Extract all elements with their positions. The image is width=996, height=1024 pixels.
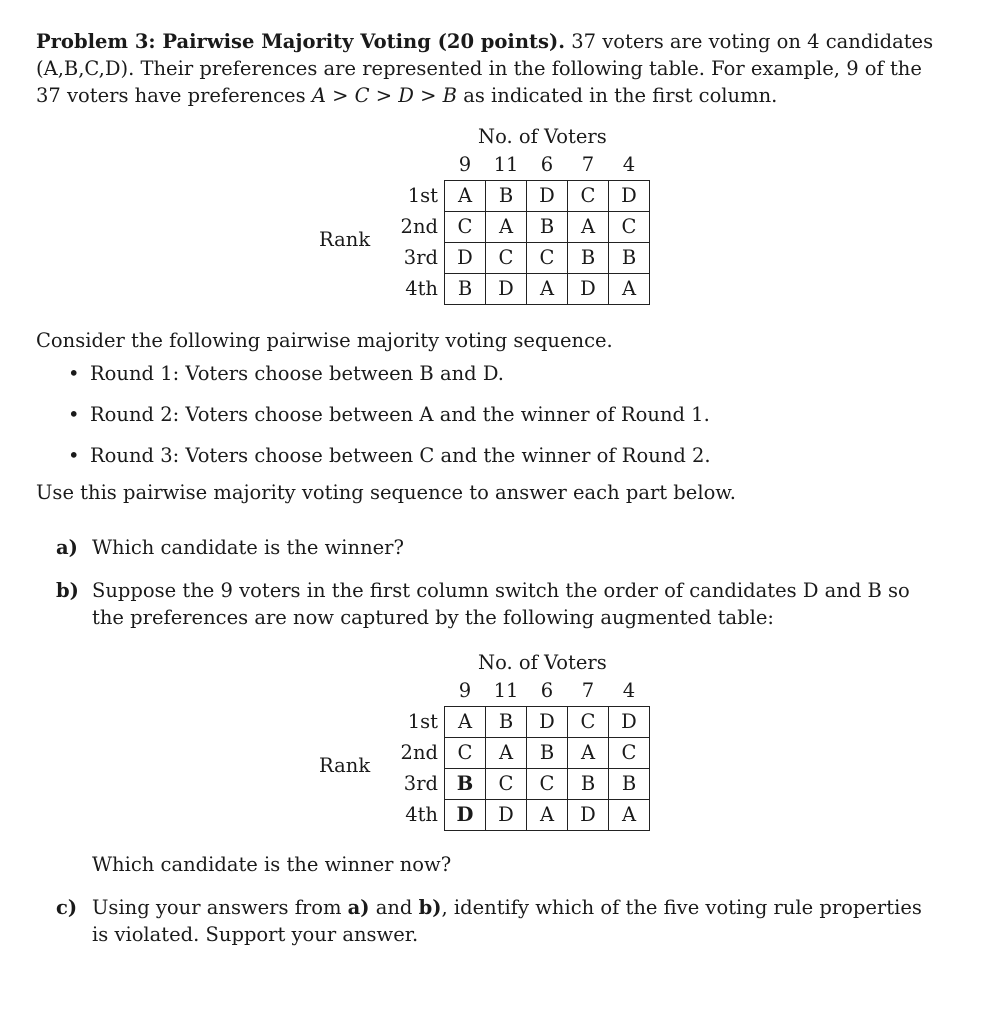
- table-cell: C: [609, 212, 650, 243]
- table-cell: A: [486, 738, 527, 769]
- rounds-list: [36, 360, 936, 469]
- voter-counts-row: [390, 150, 650, 181]
- rank-row: [390, 243, 650, 274]
- rank-row: [390, 769, 650, 800]
- part-c-text-2: and: [369, 896, 419, 919]
- round-text: Round 1: Voters choose between B and D.: [90, 362, 504, 385]
- part-a: [56, 534, 936, 561]
- table-cell: D: [568, 800, 609, 831]
- table-cell: A: [527, 274, 568, 305]
- part-c-ref-b: b): [418, 896, 442, 919]
- table-cell: C: [609, 738, 650, 769]
- voter-count: 9: [458, 679, 472, 702]
- round-text: Round 3: Voters choose between C and the winner of Round 2.: [90, 444, 711, 467]
- problem-intro-2: as indicated in the first column.: [457, 84, 778, 107]
- voters-caption: No. of Voters: [478, 651, 607, 674]
- table-cell: B: [486, 707, 527, 738]
- table-cell: C: [568, 707, 609, 738]
- problem-page: [36, 28, 936, 964]
- table-cell: A: [568, 738, 609, 769]
- voter-counts-row: [390, 676, 650, 707]
- table-cell: D: [609, 181, 650, 212]
- table-cell: D: [445, 243, 486, 274]
- table-cell: A: [568, 212, 609, 243]
- bullet-icon: •: [68, 444, 80, 467]
- voter-count: 11: [493, 679, 519, 702]
- round-item: [68, 442, 936, 469]
- part-b-followup: Which candidate is the winner now?: [92, 853, 452, 876]
- part-a-text: Which candidate is the winner?: [92, 536, 404, 559]
- voter-count: 4: [622, 153, 636, 176]
- rank-row: [390, 274, 650, 305]
- table-cell: B: [527, 212, 568, 243]
- sequence-instruction: Use this pairwise majority voting sequence to answer each part below.: [36, 481, 736, 504]
- bullet-icon: •: [68, 362, 80, 385]
- voter-count: 6: [540, 679, 554, 702]
- table-cell: C: [568, 181, 609, 212]
- table-cell: A: [609, 274, 650, 305]
- rank-row-label: 4th: [405, 803, 438, 826]
- rank-row: [390, 212, 650, 243]
- table-cell: A: [609, 800, 650, 831]
- table-cell: C: [527, 769, 568, 800]
- part-c-ref-a: a): [347, 896, 370, 919]
- part-b: [56, 577, 936, 631]
- table-cell: A: [486, 212, 527, 243]
- table-cell: B: [445, 274, 486, 305]
- round-text: Round 2: Voters choose between A and the winner of Round 1.: [90, 403, 710, 426]
- table-cell: B: [527, 738, 568, 769]
- table-cell: D: [527, 707, 568, 738]
- question-parts: [36, 534, 936, 631]
- rank-row-label: 3rd: [403, 246, 438, 269]
- table-cell: D: [609, 707, 650, 738]
- table-cell: C: [486, 769, 527, 800]
- table-cell: D: [486, 274, 527, 305]
- rank-row-label: 1st: [407, 710, 438, 733]
- preference-table-1: [390, 150, 650, 305]
- rank-row: [390, 181, 650, 212]
- table-cell: B: [568, 769, 609, 800]
- problem-title: Problem 3: Pairwise Majority Voting (20 points).: [36, 30, 566, 53]
- voters-caption: No. of Voters: [478, 125, 607, 148]
- table-cell: B: [568, 243, 609, 274]
- part-b-label: b): [56, 579, 79, 602]
- table-cell-swapped: D: [445, 800, 486, 831]
- voter-count: 9: [458, 153, 472, 176]
- rank-label: Rank: [319, 754, 371, 777]
- question-parts-c: [36, 894, 936, 948]
- rank-row: [390, 800, 650, 831]
- preference-table-1-block: [36, 123, 936, 313]
- problem-statement: [36, 28, 936, 109]
- table-cell: C: [445, 738, 486, 769]
- round-item: [68, 401, 936, 428]
- rank-row-label: 2nd: [400, 741, 438, 764]
- rank-row: [390, 738, 650, 769]
- rank-row-label: 1st: [407, 184, 438, 207]
- voter-count: 7: [581, 679, 595, 702]
- table-cell: A: [527, 800, 568, 831]
- round-item: [68, 360, 936, 387]
- rank-row: [390, 707, 650, 738]
- table-cell: B: [609, 243, 650, 274]
- preference-table-2-block: [36, 649, 936, 839]
- table-cell-swapped: B: [445, 769, 486, 800]
- table-cell: C: [527, 243, 568, 274]
- part-b-text: Suppose the 9 voters in the first column switch the order of candidates D and B so the preferences are now captured by the following augmented table:: [92, 579, 910, 629]
- part-c-label: c): [56, 896, 78, 919]
- table-cell: D: [527, 181, 568, 212]
- part-a-label: a): [56, 536, 78, 559]
- rank-label: Rank: [319, 228, 371, 251]
- table-cell: B: [609, 769, 650, 800]
- table-cell: A: [445, 181, 486, 212]
- table-cell: D: [486, 800, 527, 831]
- rank-row-label: 3rd: [403, 772, 438, 795]
- voter-count: 6: [540, 153, 554, 176]
- preference-table-2: [390, 676, 650, 831]
- problem-intro-math: A > C > D > B: [311, 84, 457, 107]
- table-cell: C: [445, 212, 486, 243]
- rank-row-label: 4th: [405, 277, 438, 300]
- sequence-intro: Consider the following pairwise majority voting sequence.: [36, 329, 613, 352]
- part-c-text-3: , identify which of the five voting rule properties is violated. Support your answer.: [92, 896, 922, 946]
- table-cell: D: [568, 274, 609, 305]
- voter-count: 4: [622, 679, 636, 702]
- table-cell: C: [486, 243, 527, 274]
- bullet-icon: •: [68, 403, 80, 426]
- problem-intro-1: 37 voters are voting on 4 candidates (A,B,C,D). Their preferences are represented in the following table. For example, 9 of the 37 voters have preferences: [36, 30, 934, 107]
- voter-count: 11: [493, 153, 519, 176]
- table-cell: A: [445, 707, 486, 738]
- table-cell: B: [486, 181, 527, 212]
- rank-row-label: 2nd: [400, 215, 438, 238]
- part-c: [56, 894, 936, 948]
- part-c-text-1: Using your answers from: [92, 896, 348, 919]
- voter-count: 7: [581, 153, 595, 176]
